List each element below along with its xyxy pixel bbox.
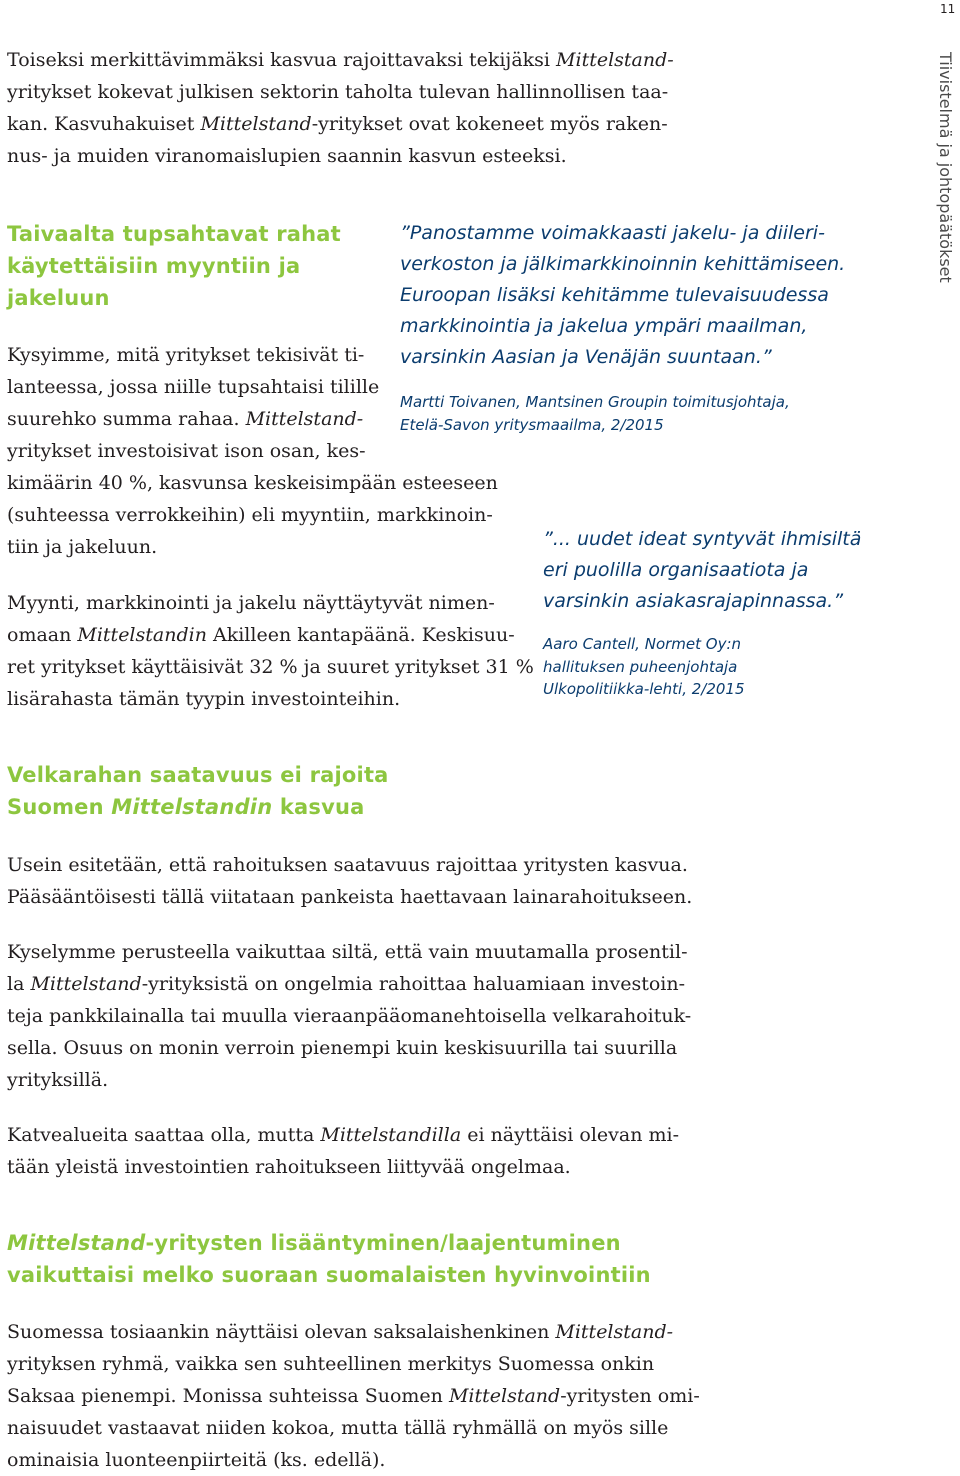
section2-paragraph-2: Kyselymme perusteella vaikuttaa siltä, että vain muutamalla prosentil- la Mittelstand-yrityksistä on ongelmia rahoittaa haluamiaan investoin- teja pankkilainalla tai muulla vieraanpääomanehtoisella velkarahoituk- sella. Osuus on monin verroin pienempi kuin keskisuurilla tai suurilla yrityksillä. — [7, 941, 692, 1091]
intro-paragraph — [7, 44, 674, 172]
text-line: yritykset kokevat julkisen sektorin taholta tulevan hallinnollisen taa- — [7, 81, 669, 103]
pull-quote-toivanen: ”Panostamme voimakkaasti jakelu- ja diileri- verkoston ja jälkimarkkinoinnin kehittämiseen. Euroopan lisäksi kehitämme tulevaisuudessa markkinointia ja jakelua ympäri maailman, varsinkin Aasian ja Venäjän suuntaan.” — [400, 222, 846, 368]
section-side-label: Tiivistelmä ja johtopäätökset — [936, 52, 955, 283]
section-heading-mittelstand-hyvinvointi: Mittelstand-yritysten lisääntyminen/laajentuminen vaikuttaisi melko suoraan suomalaisten hyvinvointiin — [7, 1231, 651, 1287]
section1-paragraph-2: Myynti, markkinointi ja jakelu näyttäytyvät nimen- omaan Mittelstandin Akilleen kantapäänä. Keskisuu- ret yritykset käyttäisivät 32 % ja suuret yritykset 31 % lisärahasta tämän tyypin investointeihin. — [7, 592, 534, 710]
text-line: kan. Kasvuhakuiset Mittelstand-yritykset ovat kokeneet myös raken- — [7, 113, 668, 135]
section2-paragraph-1: Usein esitetään, että rahoituksen saatavuus rajoittaa yritysten kasvua. Pääsääntöisesti tällä viitataan pankeista haettavaan lainarahoitukseen. — [7, 854, 693, 908]
section1-paragraph-1: Kysyimme, mitä yritykset tekisivät ti- lanteessa, jossa niille tupsahtaisi tilille suurehko summa rahaa. Mittelstand- yritykset investoisivat ison osan, kes- kimäärin 40 %, kasvunsa keskeisimpään esteeseen (suhteessa verrokkeihin) eli myyntiin, markkinoin- tiin ja jakeluun. — [7, 344, 498, 558]
page-number: 11 — [940, 2, 956, 16]
section2-paragraph-3: Katvealueita saattaa olla, mutta Mittelstandilla ei näyttäisi olevan mi- tään yleistä investointien rahoitukseen liittyvää ongelmaa. — [7, 1124, 680, 1178]
section-heading-velkarahan: Velkarahan saatavuus ei rajoita Suomen Mittelstandin kasvua — [7, 763, 389, 819]
quote-attribution-cantell: Aaro Cantell, Normet Oy:n hallituksen puheenjohtaja Ulkopolitiikka-lehti, 2/2015 — [543, 635, 745, 698]
quote-attribution-toivanen: Martti Toivanen, Mantsinen Groupin toimitusjohtaja, Etelä-Savon yritysmaailma, 2/2015 — [400, 393, 790, 434]
section3-paragraph-1: Suomessa tosiaankin näyttäisi olevan saksalaishenkinen Mittelstand- yrityksen ryhmä, vaikka sen suhteellinen merkitys Suomessa onkin Saksaa pienempi. Monissa suhteissa Suomen Mittelstand-yritysten omi- naisuudet vastaavat niiden kokoa, mutta tällä ryhmällä on myös sille ominaisia luonteenpiirteitä (ks. edellä). — [7, 1321, 700, 1471]
text-line: Toiseksi merkittävimmäksi kasvua rajoittavaksi tekijäksi Mittelstand- — [7, 49, 674, 71]
text-line: nus- ja muiden viranomaislupien saannin kasvun esteeksi. — [7, 145, 567, 167]
pull-quote-cantell: ”... uudet ideat syntyvät ihmisiltä eri puolilla organisaatiota ja varsinkin asiakasrajapinnassa.” — [543, 528, 862, 612]
section-heading-taivaalta: Taivaalta tupsahtavat rahat käytettäisiin myyntiin ja jakeluun — [7, 222, 341, 310]
